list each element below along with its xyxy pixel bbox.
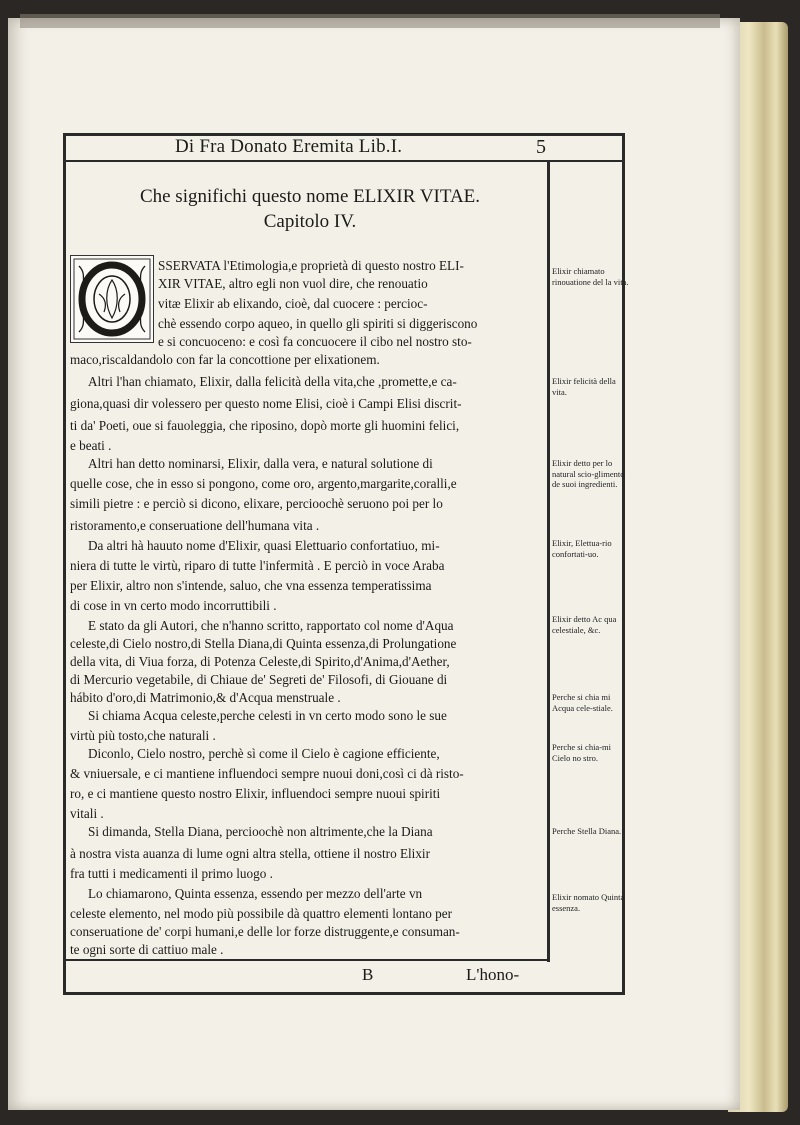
chapter-number: Capitolo IV.	[263, 211, 357, 232]
ornament-icon	[71, 256, 153, 342]
p2-line-2: giona,quasi dir volessero per questo nome Elisi, cioè i Campi Elisi discrit-	[70, 396, 462, 411]
margin-note: Elixir felicità della vita.	[552, 376, 616, 397]
p4-line-3: per Elixir, altro non s'intende, saluo, che vna essenza temperatissima	[70, 578, 432, 593]
p4-line-1: Da altri hà hauuto nome d'Elixir, quasi Elettuario confortatiuo, mi-	[88, 538, 440, 553]
p9-line-4: te ogni sorte di cattiuo male .	[70, 942, 224, 957]
margin-column-divider	[547, 160, 550, 962]
p7-line-4: vitali .	[70, 806, 104, 821]
p5-line-2: celeste,di Cielo nostro,di Stella Diana,di Quinta essenza,di Prolungatione	[70, 636, 457, 651]
running-head: Di Fra Donato Eremita Lib.I.	[175, 136, 403, 157]
margin-note: Elixir detto Ac qua celestiale, &c.	[552, 614, 617, 635]
p3-line-4: ristoramento,e conseruatione dell'humana vita .	[70, 518, 320, 533]
margin-note: Elixir chiamato rinouatione del la vita.	[552, 266, 629, 287]
p6-line-2: virtù più tosto,che naturali .	[70, 728, 216, 743]
p9-line-3: conseruatione de' corpi humani,e delle lor forze distruggente,e consuman-	[70, 924, 460, 939]
p2-line-3: ti da' Poeti, oue si fauoleggia, che riposino, dopò morte gli huomini felici,	[70, 418, 460, 433]
p8-line-3: fra tutti i medicamenti il primo luogo .	[70, 866, 273, 881]
catchword: L'hono-	[466, 965, 520, 984]
margin-note: Perche Stella Diana.	[552, 826, 622, 836]
p7-line-1: Diconlo, Cielo nostro, perchè sì come il Cielo è cagione efficiente,	[88, 746, 440, 761]
p7-line-2: & vniuersale, e ci mantiene influendoci sempre nuoui doni,così ci dà risto-	[70, 766, 464, 781]
p3-line-2: quelle cose, che in esso si pongono, come oro, argento,margarite,coralli,e	[70, 476, 457, 491]
chapter-title: Che significhi questo nome ELIXIR VITAE.	[139, 186, 481, 207]
p5-line-3: della vita, di Viua forza, di Potenza Celeste,di Spirito,d'Anima,d'Aether,	[70, 654, 450, 669]
p6-line-1: Si chiama Acqua celeste,perche celesti in vn certo modo sono le sue	[88, 708, 447, 723]
p5-line-5: hábito d'oro,di Matrimonio,& d'Acqua menstruale .	[70, 690, 341, 705]
p3-line-1: Altri han detto nominarsi, Elixir, dalla vera, e natural solutione di	[88, 456, 433, 471]
margin-note: Elixir detto per lo natural scio-glimento de suoi ingredienti.	[552, 458, 625, 489]
p1-line-5: e si concuoceno: e così fa concuocere il cibo nel nostro sto-	[158, 334, 472, 349]
p9-line-1: Lo chiamarono, Quinta essenza, essendo per mezzo dell'arte vn	[88, 886, 423, 901]
p2-line-4: e beati .	[70, 438, 112, 453]
top-page-strip	[20, 14, 720, 28]
p4-line-2: niera di tutte le virtù, riparo di tutte l'infermità . E perciò in voce Araba	[70, 558, 445, 573]
margin-note: Elixir, Elettua-rio confortati-uo.	[552, 538, 612, 559]
p1-line-6: maco,riscaldandolo con far la concottione per elixationem.	[70, 352, 380, 367]
page-number: 5	[536, 136, 546, 158]
p5-line-4: di Mercurio vegetabile, di Chiaue de' Segreti de' Filosofi, di Giouane di	[70, 672, 448, 687]
p1-line-3: vitæ Elixir ab elixando, cioè, dal cuocere : percioc-	[158, 296, 428, 311]
p7-line-3: ro, e ci mantiene questo nostro Elixir, influendoci sempre nuoui spiriti	[70, 786, 441, 801]
bottom-rule	[63, 959, 548, 961]
p4-line-4: di cose in vn certo modo incorruttibili .	[70, 598, 277, 613]
p3-line-3: simili pietre : e perciò si dicono, elixare, percioochè seruono poi per lo	[70, 496, 443, 511]
p9-line-2: celeste elemento, nel modo più possibile dà quattro elementi lontano per	[70, 906, 452, 921]
margin-note: Perche si chia mi Acqua cele-stiale.	[552, 692, 613, 713]
p2-line-1: Altri l'han chiamato, Elixir, dalla felicità della vita,che ,promette,e ca-	[88, 374, 457, 389]
header-rule	[63, 160, 625, 162]
margin-note: Perche si chia-mi Cielo no stro.	[552, 742, 612, 763]
p1-line-2: XIR VITAE, altro egli non vuol dire, che renouatio	[158, 276, 428, 291]
p5-line-1: E stato da gli Autori, che n'hanno scritto, rapportato col nome d'Aqua	[88, 618, 454, 633]
margin-note: Elixir nomato Quinta essenza.	[552, 892, 625, 913]
p1-line-4: chè essendo corpo aqueo, in quello gli spiriti si diggeriscono	[158, 316, 478, 331]
signature-mark: B	[362, 965, 374, 984]
p8-line-2: à nostra vista auanza di lume ogni altra stella, ottiene il nostro Elixir	[70, 846, 430, 861]
p1-line-1: SSERVATA l'Etimologia,e proprietà di questo nostro ELI-	[158, 258, 464, 273]
decorated-initial-o	[70, 255, 154, 343]
p8-line-1: Si dimanda, Stella Diana, percioochè non altrimente,che la Diana	[88, 824, 433, 839]
